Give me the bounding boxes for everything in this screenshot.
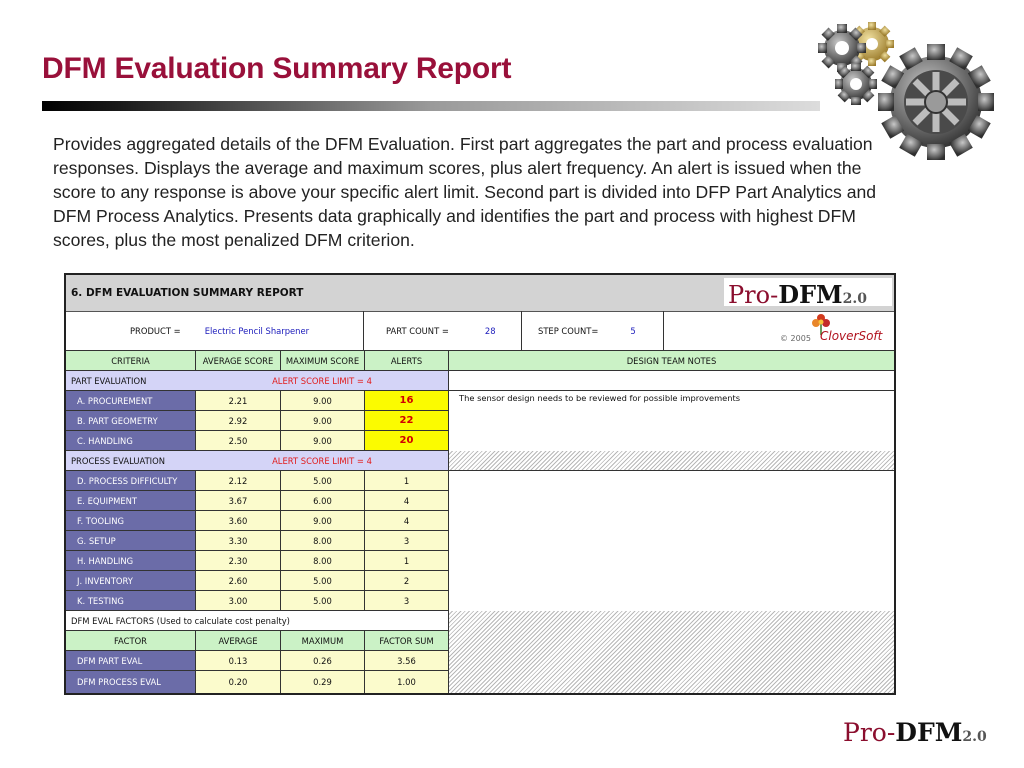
criteria-cell: C. HANDLING (66, 431, 196, 451)
notes-blank-cell (449, 371, 894, 391)
dfm-factors-label: DFM EVAL FACTORS (Used to calculate cost penalty) (66, 611, 449, 631)
criteria-cell: D. PROCESS DIFFICULTY (66, 471, 196, 491)
product-cell (66, 311, 364, 351)
factor-sum-header: FACTOR SUM (365, 631, 449, 651)
process-evaluation-label: PROCESS EVALUATION (66, 451, 196, 471)
criteria-cell: K. TESTING (66, 591, 196, 611)
hatched-divider (449, 451, 894, 471)
logo-pro: Pro- (728, 281, 779, 309)
cloversoft-text: CloverSoft (820, 329, 883, 343)
criteria-cell: B. PART GEOMETRY (66, 411, 196, 431)
report-header (66, 275, 894, 312)
process-notes-field[interactable] (449, 471, 894, 612)
criteria-cell: H. HANDLING (66, 551, 196, 571)
criteria-cell: E. EQUIPMENT (66, 491, 196, 511)
maximum-cell: 9.00 (281, 411, 365, 431)
average-cell: 2.12 (196, 471, 281, 491)
cloversoft-logo (664, 311, 894, 351)
average-cell: 2.30 (196, 551, 281, 571)
step-count-cell (522, 311, 664, 351)
maximum-cell: 5.00 (281, 471, 365, 491)
part-count-value: 28 (484, 325, 496, 336)
report-title: 6. DFM EVALUATION SUMMARY REPORT (71, 287, 304, 299)
maximum-cell: 9.00 (281, 391, 365, 411)
alerts-cell: 22 (365, 411, 449, 431)
factor-header: FACTOR (66, 631, 196, 651)
column-header-row (66, 351, 894, 371)
design-team-note: The sensor design needs to be reviewed for possible improvements (459, 393, 741, 403)
process-evaluation-section (66, 451, 894, 471)
alerts-cell: 3 (365, 531, 449, 551)
product-value: Electric Pencil Sharpener (204, 325, 310, 336)
average-cell: 3.30 (196, 531, 281, 551)
part-evaluation-label: PART EVALUATION (66, 371, 196, 391)
criteria-cell: A. PROCUREMENT (66, 391, 196, 411)
average-cell: 2.92 (196, 411, 281, 431)
footer-logo-pro: Pro- (843, 718, 896, 747)
description-paragraph: Provides aggregated details of the DFM Evaluation. First part aggregates the part and process evaluation responses. Displays the average and maximum scores, plus alert frequency. An alert is issued when the score to any response is above your specific alert limit. Second part is divided into DFP Part Analytics and DFM Process Analytics. Presents data graphically and identifies the part and process with highest DFM scores, plus the most penalized DFM criterion. (53, 134, 877, 250)
maximum-cell: 9.00 (281, 431, 365, 451)
hatched-notes-area (449, 611, 894, 693)
alerts-cell: 4 (365, 511, 449, 531)
average-cell: 2.60 (196, 571, 281, 591)
footer-logo-dfm: DFM (895, 718, 963, 747)
factor-average-cell: 0.20 (196, 671, 281, 693)
product-label: PRODUCT = (130, 325, 181, 336)
maximum-cell: 8.00 (281, 531, 365, 551)
factor-maximum-cell: 0.29 (281, 671, 365, 693)
average-cell: 3.00 (196, 591, 281, 611)
average-score-header: AVERAGE SCORE (196, 351, 281, 371)
design-team-notes-header: DESIGN TEAM NOTES (449, 351, 894, 371)
factor-maximum-header: MAXIMUM (281, 631, 365, 651)
alerts-cell: 16 (365, 391, 449, 411)
footer-logo-version: 2.0 (962, 729, 987, 745)
process-alert-limit: ALERT SCORE LIMIT = 4 (196, 451, 449, 471)
maximum-cell: 5.00 (281, 571, 365, 591)
average-cell: 2.50 (196, 431, 281, 451)
criteria-cell: G. SETUP (66, 531, 196, 551)
part-count-label: PART COUNT = (386, 325, 449, 336)
maximum-score-header: MAXIMUM SCORE (281, 351, 365, 371)
part-evaluation-section (66, 371, 894, 391)
alerts-cell: 3 (365, 591, 449, 611)
product-info-row (66, 311, 894, 351)
factor-sum-cell: 3.56 (365, 651, 449, 671)
maximum-cell: 9.00 (281, 511, 365, 531)
factor-name-cell: DFM PROCESS EVAL (66, 671, 196, 693)
maximum-cell: 6.00 (281, 491, 365, 511)
part-count-cell (364, 311, 522, 351)
pro-dfm-logo (724, 278, 892, 309)
criteria-cell: F. TOOLING (66, 511, 196, 531)
factor-maximum-cell: 0.26 (281, 651, 365, 671)
alerts-cell: 1 (365, 551, 449, 571)
design-team-notes-field[interactable] (449, 391, 894, 452)
copyright-text: © 2005 (780, 334, 811, 343)
alerts-cell: 1 (365, 471, 449, 491)
page-title: DFM Evaluation Summary Report (42, 52, 512, 85)
footer-pro-dfm-logo (843, 718, 987, 747)
factor-average-header: AVERAGE (196, 631, 281, 651)
alerts-header: ALERTS (365, 351, 449, 371)
maximum-cell: 8.00 (281, 551, 365, 571)
maximum-cell: 5.00 (281, 591, 365, 611)
alerts-cell: 2 (365, 571, 449, 591)
logo-dfm: DFM (778, 280, 843, 309)
title-rule (42, 101, 820, 111)
alerts-cell: 4 (365, 491, 449, 511)
factor-name-cell: DFM PART EVAL (66, 651, 196, 671)
alerts-cell: 20 (365, 431, 449, 451)
factor-sum-cell: 1.00 (365, 671, 449, 693)
factor-average-cell: 0.13 (196, 651, 281, 671)
step-count-label: STEP COUNT= (538, 325, 599, 336)
criteria-header: CRITERIA (66, 351, 196, 371)
part-alert-limit: ALERT SCORE LIMIT = 4 (196, 371, 449, 391)
logo-version: 2.0 (842, 291, 867, 307)
average-cell: 3.67 (196, 491, 281, 511)
average-cell: 2.21 (196, 391, 281, 411)
criteria-cell: J. INVENTORY (66, 571, 196, 591)
dfm-summary-report (64, 273, 896, 695)
step-count-value: 5 (630, 325, 636, 336)
average-cell: 3.60 (196, 511, 281, 531)
